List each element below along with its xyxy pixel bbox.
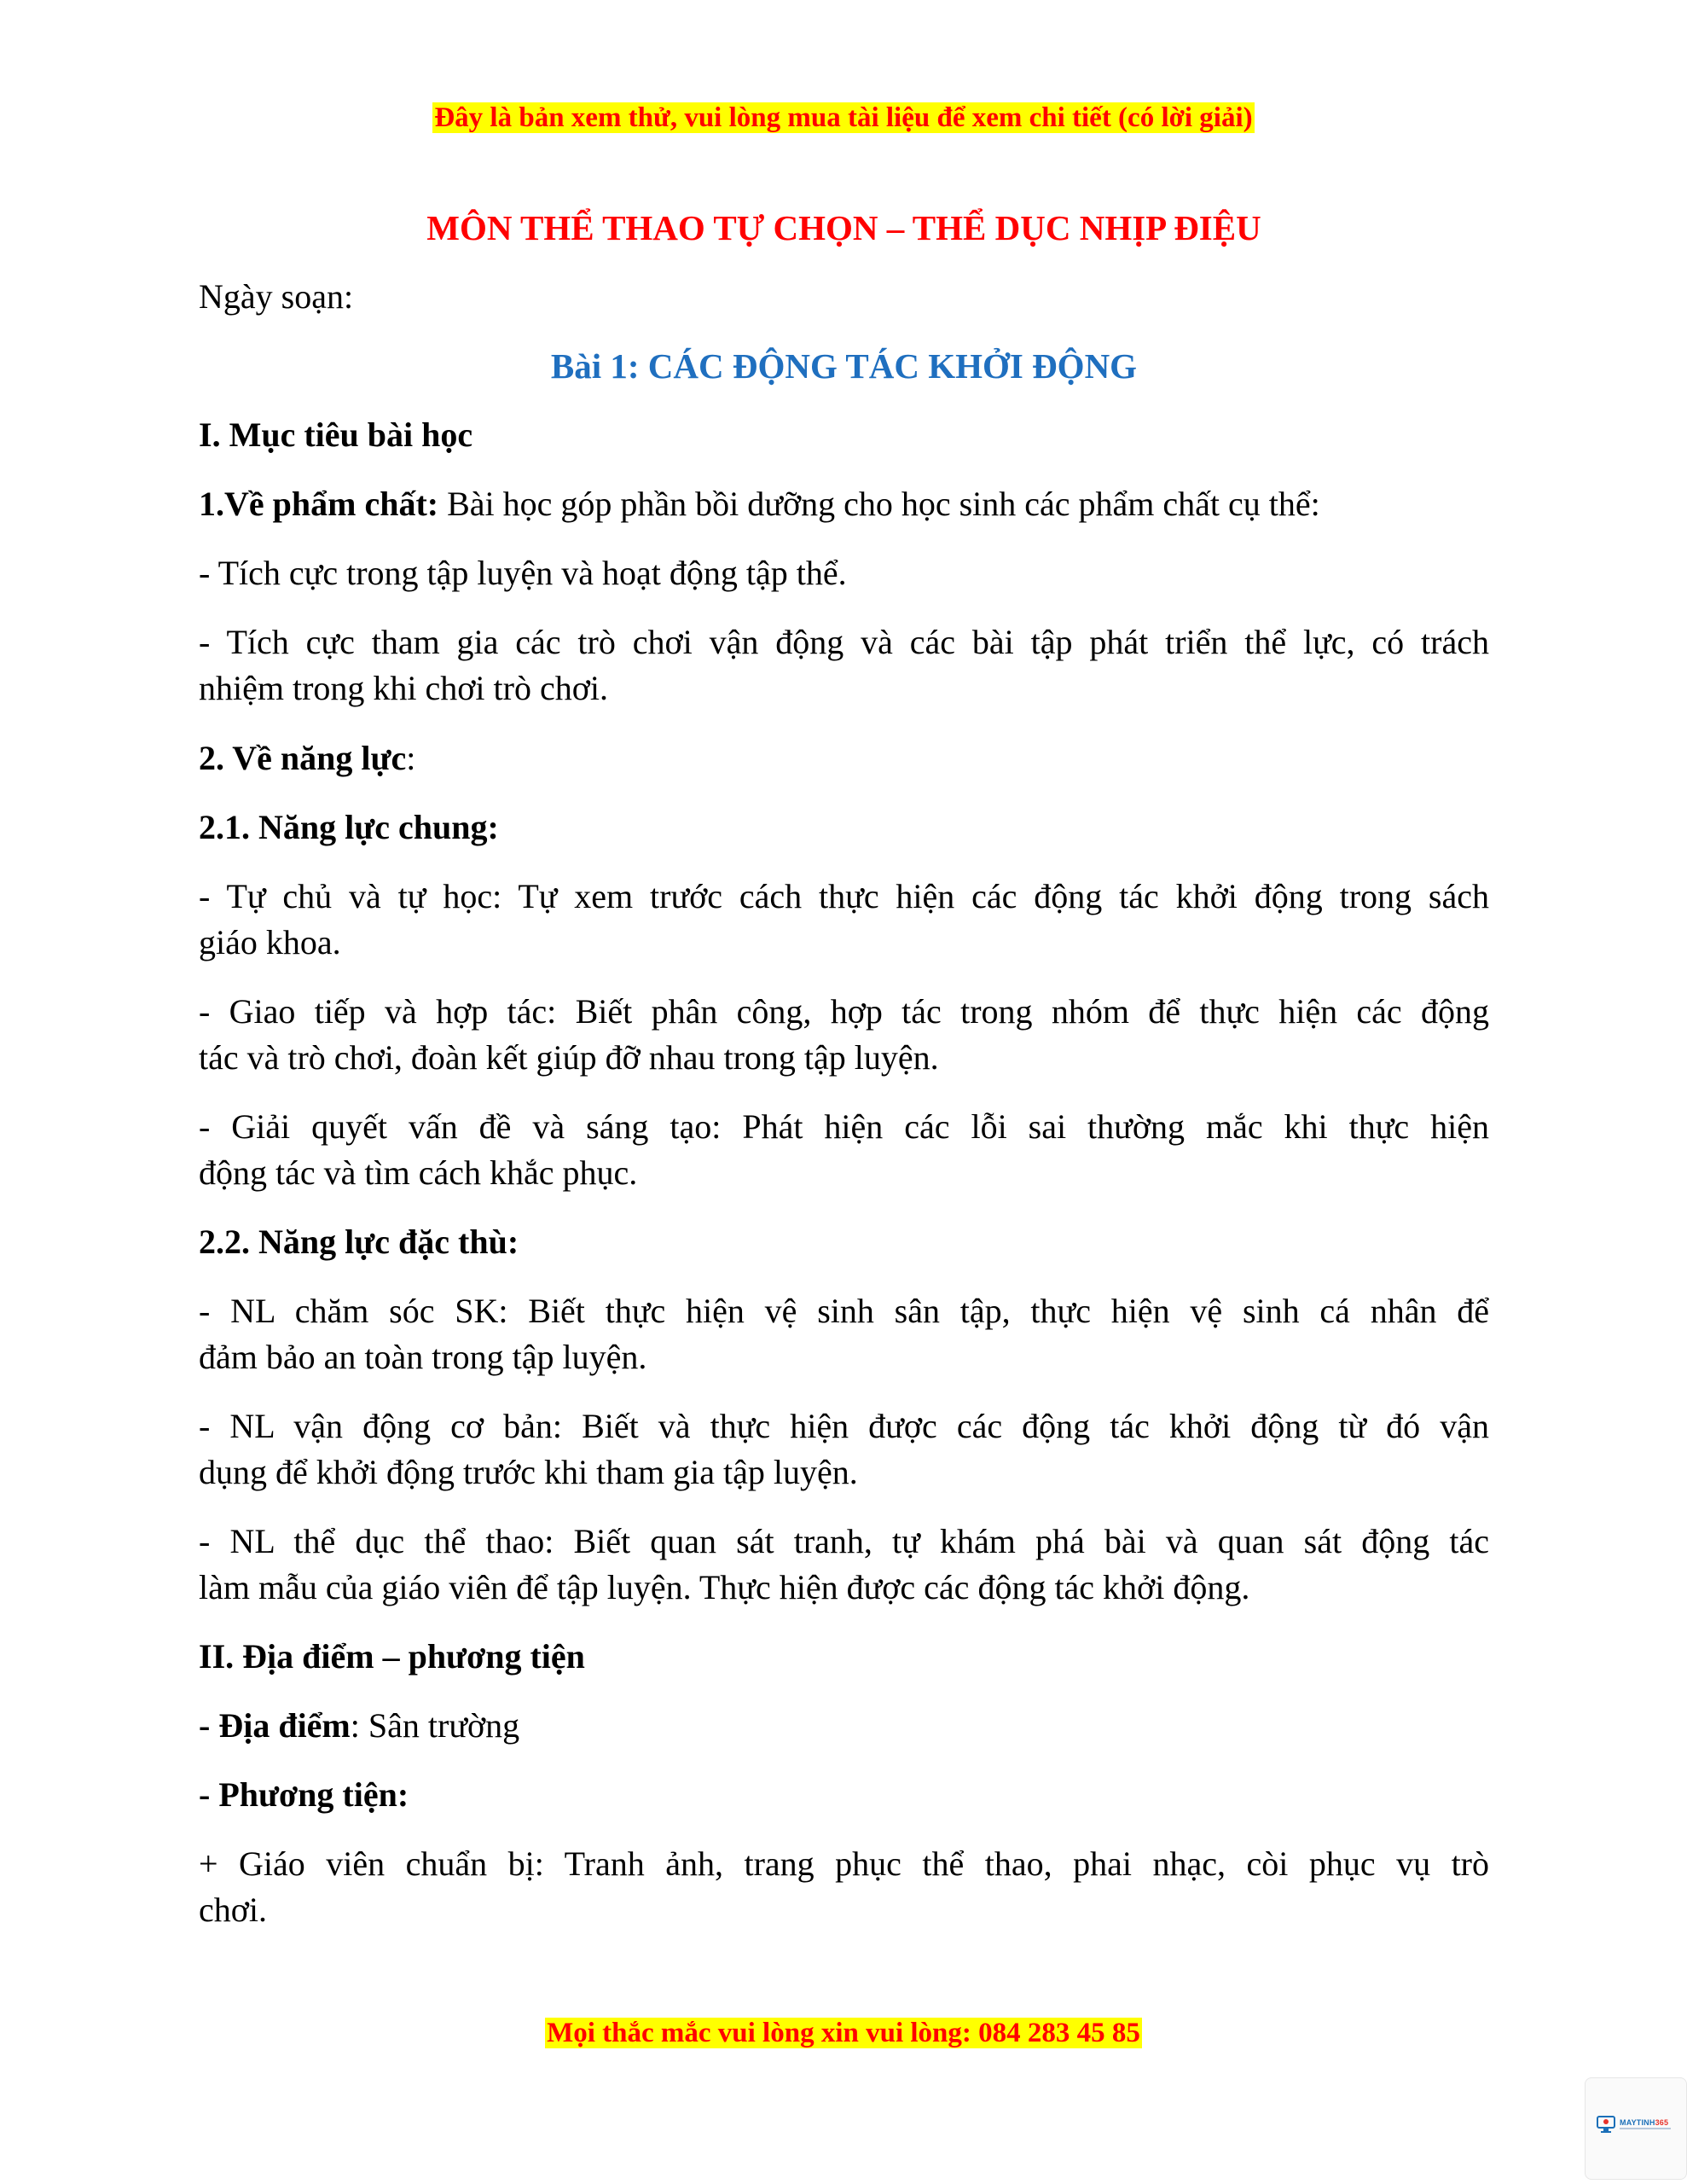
section-2-heading: II. Địa điểm – phương tiện: [199, 1637, 585, 1676]
preview-notice-text: Đây là bản xem thử, vui lòng mua tài liệu để xem chi tiết (có lời giải): [434, 102, 1253, 133]
brand-name: [1620, 2118, 1668, 2127]
qualities-paragraph: [199, 481, 1489, 527]
general-competence-item: - Tự chủ và tự học: Tự xem trước cách thực hiện các động tác khởi động trong sách: [199, 877, 1489, 915]
specific-competence-item-cont: dụng để khởi động trước khi tham gia tập luyện.: [199, 1453, 858, 1491]
specific-competence-item: - NL vận động cơ bản: Biết và thực hiện được các động tác khởi động từ đó vận: [199, 1407, 1489, 1445]
computer-logo-icon: [1594, 2114, 1620, 2135]
competence-colon: :: [406, 739, 416, 777]
brand-tagline-bar: [1620, 2128, 1671, 2129]
brand-logo: [1585, 2077, 1687, 2180]
qualities-item: - Tích cực tham gia các trò chơi vận động và các bài tập phát triển thể lực, có trách: [199, 623, 1489, 661]
contact-banner: [0, 2015, 1687, 2051]
specific-competence-item: - NL chăm sóc SK: Biết thực hiện vệ sinh sân tập, thực hiện vệ sinh cá nhân để: [199, 1292, 1489, 1330]
general-competence-heading: 2.1. Năng lực chung:: [199, 808, 499, 846]
specific-competence-item: - NL thể dục thể thao: Biết quan sát tranh, tự khám phá bài và quan sát động tác: [199, 1522, 1489, 1560]
competence-heading: 2. Về năng lực: [199, 739, 407, 777]
general-competence-item-cont: động tác và tìm cách khắc phục.: [199, 1153, 638, 1192]
teacher-equipment-line: + Giáo viên chuẩn bị: Tranh ảnh, trang phục thể thao, phai nhạc, còi phục vụ trò: [199, 1844, 1489, 1883]
contact-text: Mọi thắc mắc vui lòng xin vui lòng: 084 283 45 85: [547, 2018, 1140, 2048]
qualities-heading: 1.Về phẩm chất:: [199, 485, 439, 523]
section-1-heading: I. Mục tiêu bài học: [199, 415, 473, 454]
location-line: [199, 1703, 1489, 1749]
location-value: : Sân trường: [350, 1706, 520, 1745]
lesson-title: Bài 1: CÁC ĐỘNG TÁC KHỞI ĐỘNG: [550, 346, 1138, 386]
teacher-equipment-cont: chơi.: [199, 1891, 268, 1929]
date-label: Ngày soạn:: [199, 277, 354, 316]
competence-heading-line: [199, 735, 1489, 781]
preview-notice-banner: [0, 100, 1687, 136]
specific-competence-heading: 2.2. Năng lực đặc thù:: [199, 1223, 519, 1261]
equipment-label: - Phương tiện:: [199, 1775, 409, 1814]
general-competence-item-cont: giáo khoa.: [199, 923, 341, 961]
brand-name-suffix: 365: [1655, 2118, 1669, 2127]
general-competence-item-cont: tác và trò chơi, đoàn kết giúp đỡ nhau trong tập luyện.: [199, 1038, 939, 1077]
qualities-item: - Tích cực trong tập luyện và hoạt động tập thể.: [199, 554, 847, 592]
location-label: - Địa điểm: [199, 1706, 351, 1745]
specific-competence-item-cont: làm mẫu của giáo viên để tập luyện. Thực hiện được các động tác khởi động.: [199, 1568, 1250, 1606]
qualities-text: Bài học góp phần bồi dưỡng cho học sinh các phẩm chất cụ thể:: [438, 485, 1320, 523]
general-competence-item: - Giao tiếp và hợp tác: Biết phân công, hợp tác trong nhóm để thực hiện các động: [199, 992, 1489, 1031]
qualities-item-cont: nhiệm trong khi chơi trò chơi.: [199, 669, 608, 707]
document-title: MÔN THỂ THAO TỰ CHỌN – THỂ DỤC NHỊP ĐIỆU: [426, 208, 1261, 247]
specific-competence-item-cont: đảm bảo an toàn trong tập luyện.: [199, 1338, 647, 1376]
general-competence-item: - Giải quyết vấn đề và sáng tạo: Phát hiện các lỗi sai thường mắc khi thực hiện: [199, 1107, 1489, 1146]
brand-name-main: MAYTINH: [1620, 2118, 1655, 2127]
